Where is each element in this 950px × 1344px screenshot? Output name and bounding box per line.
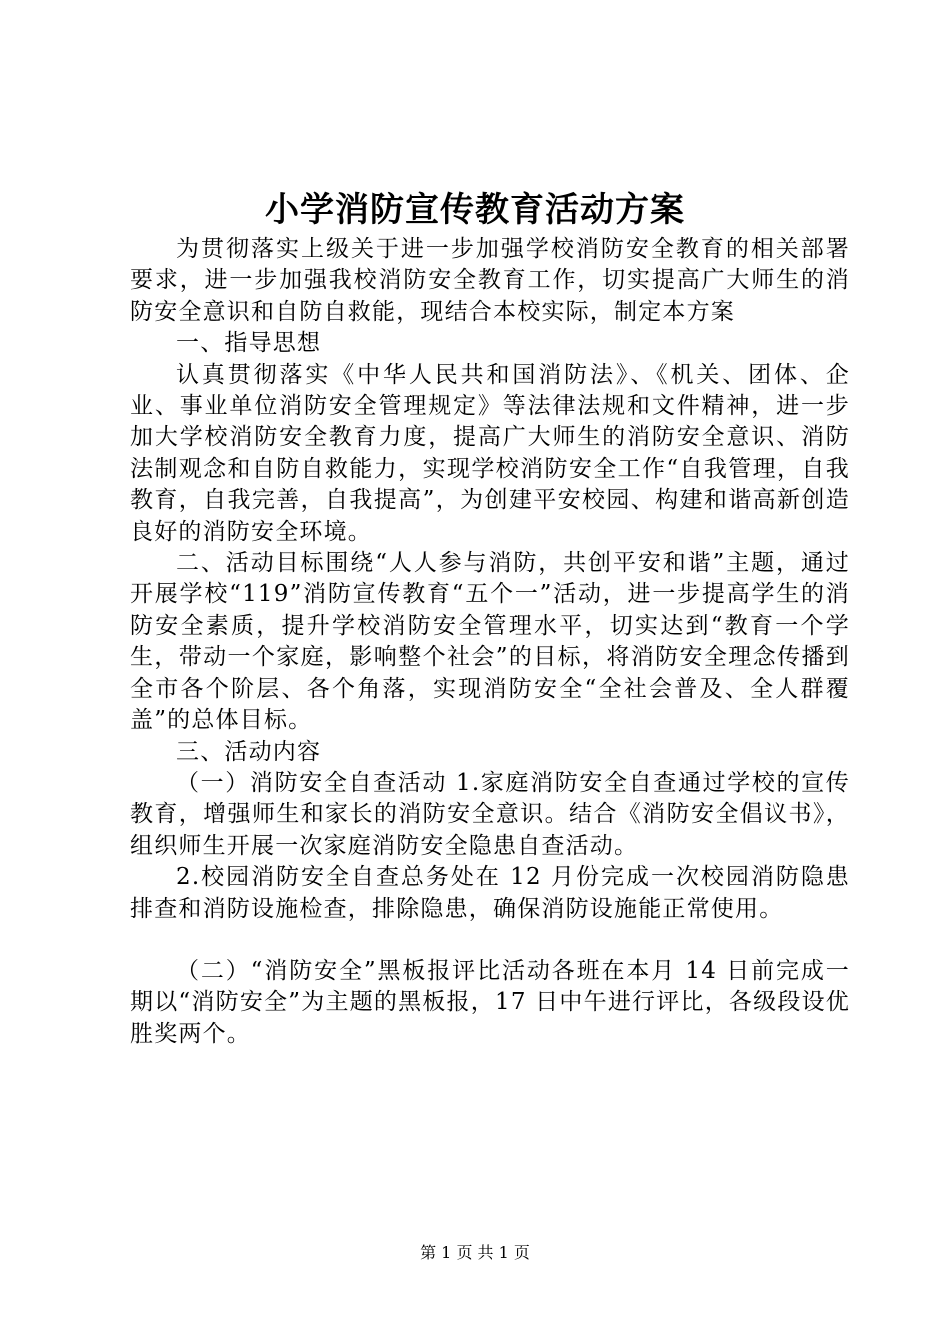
- self-check-activity-paragraph: （一）消防安全自查活动 1.家庭消防安全自查通过学校的宣传教育，增强师生和家长的消防安全意识。结合《消防安全倡议书》，组织师生开展一次家庭消防安全隐患自查活动。: [130, 769, 850, 859]
- page-footer: 第 1 页 共 1 页: [420, 1243, 530, 1262]
- campus-self-check-paragraph: 2.校园消防安全自查总务处在 12 月份完成一次校园消防隐患排查和消防设施检查，排除隐患，确保消防设施能正常使用。: [130, 864, 850, 922]
- document-title: 小学消防宣传教育活动方案: [265, 190, 685, 230]
- document-body: [130, 234, 850, 1050]
- section-heading-activity-content: 三、活动内容: [176, 738, 322, 765]
- activity-goals-paragraph: 二、活动目标围绕“人人参与消防，共创平安和谐”主题，通过开展学校“119”消防宣传教育“五个一”活动，进一步提高学生的消防安全素质，提升学校消防安全管理水平，切实达到“教育一个学生，带动一个家庭，影响整个社会”的目标，将消防安全理念传播到全市各个阶层、各个角落，实现消防安全“全社会普及、全人群覆盖”的总体目标。: [130, 550, 850, 734]
- blackboard-contest-paragraph: （二）“消防安全”黑板报评比活动各班在本月 14 日前完成一期以“消防安全”为主题的黑板报，17 日中午进行评比，各级段设优胜奖两个。: [130, 957, 850, 1047]
- intro-paragraph: 为贯彻落实上级关于进一步加强学校消防安全教育的相关部署要求，进一步加强我校消防安全教育工作，切实提高广大师生的消防安全意识和自防自救能，现结合本校实际，制定本方案: [130, 236, 850, 325]
- section-heading-guiding-ideology: 一、指导思想: [176, 330, 322, 357]
- guiding-ideology-paragraph: 认真贯彻落实《中华人民共和国消防法》、《机关、团体、企业、事业单位消防安全管理规定》等法律法规和文件精神，进一步加大学校消防安全教育力度，提高广大师生的消防安全意识、消防法制观念和自防自救能力，实现学校消防安全工作“自我管理，自我教育，自我完善，自我提高”，为创建平安校园、构建和谐高新创造良好的消防安全环境。: [130, 361, 850, 545]
